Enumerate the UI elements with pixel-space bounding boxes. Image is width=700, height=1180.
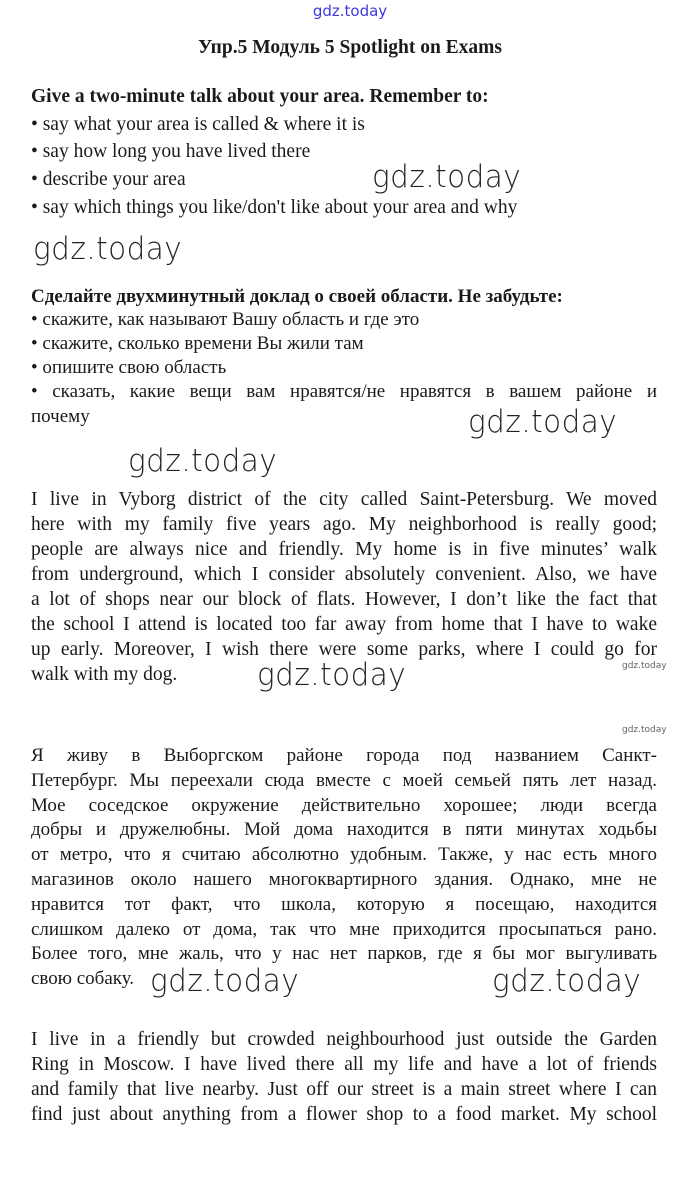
- task-bullet-ru: • сказать, какие вещи вам нравятся/не нравятся в вашем районе и: [31, 381, 657, 402]
- paragraph-line: I live in Vyborg district of the city called Saint-Petersburg. We moved: [31, 489, 657, 510]
- paragraph-line: Более того, мне жаль, что у нас нет парков, где я бы мог выгуливать: [31, 943, 657, 965]
- task-bullet-ru: • скажите, как называют Вашу область и где это: [31, 309, 420, 330]
- paragraph-line: here with my family five years ago. My neighborhood is really good;: [31, 514, 657, 535]
- task-heading-en: Give a two-minute talk about your area. Remember to:: [31, 86, 489, 107]
- task-bullet: • say which things you like/don't like about your area and why: [31, 197, 518, 218]
- task-heading-ru: Сделайте двухминутный доклад о своей области. Не забудьте:: [31, 286, 563, 307]
- paragraph-line: people are always nice and friendly. My home is in five minutes’ walk: [31, 539, 657, 560]
- watermark-top: gdz.today: [312, 2, 388, 20]
- paragraph-line: Петербург. Мы переехали сюда вместе с моей семьей пять лет назад.: [31, 769, 657, 791]
- paragraph-line: Мое соседское окружение действительно хорошее; люди всегда: [31, 794, 657, 816]
- paragraph-line: walk with my dog.: [31, 664, 178, 685]
- task-bullet-ru: почему: [31, 406, 90, 427]
- watermark: gdz.today: [128, 443, 278, 479]
- paragraph-line: Я живу в Выборгском районе города под названием Санкт-: [31, 745, 657, 766]
- watermark-small: gdz.today: [622, 661, 667, 671]
- paragraph-line: слишком далеко от дома, так что мне приходится просыпаться рано.: [31, 918, 657, 940]
- watermark: gdz.today: [372, 159, 522, 195]
- watermark-small: gdz.today: [622, 725, 667, 735]
- task-bullet: • describe your area: [31, 169, 186, 190]
- paragraph-line: from underground, which I consider absolutely convenient. Also, we have: [31, 564, 657, 585]
- paragraph-line: свою собаку.: [31, 968, 135, 990]
- task-bullet-ru: • опишите свою область: [31, 357, 227, 378]
- paragraph-line: find just about anything from a flower shop to a food market. My school: [31, 1104, 657, 1125]
- paragraph-line: a lot of shops near our block of flats. However, I don’t like the fact that: [31, 589, 657, 610]
- task-bullet-ru: • скажите, сколько времени Вы жили там: [31, 333, 364, 354]
- task-bullet: • say how long you have lived there: [31, 141, 311, 162]
- page-title: Упр.5 Модуль 5 Spotlight on Exams: [197, 37, 503, 58]
- watermark: gdz.today: [257, 657, 407, 693]
- paragraph-line: добры и дружелюбны. Мой дома находится в пяти минутах ходьбы: [31, 819, 657, 841]
- paragraph-line: the school I attend is located too far away from home that I have to wake: [31, 614, 657, 635]
- watermark: gdz.today: [492, 963, 642, 999]
- paragraph-line: нравится тот факт, что школа, которую я посещаю, находится: [31, 893, 657, 915]
- paragraph-line: магазинов около нашего многоквартирного здания. Однако, мне не: [31, 869, 657, 890]
- watermark: gdz.today: [33, 231, 183, 267]
- paragraph-line: от метро, что я считаю абсолютно удобным. Также, у нас есть много: [31, 844, 657, 866]
- paragraph-line: I live in a friendly but crowded neighbourhood just outside the Garden: [31, 1029, 657, 1050]
- watermark: gdz.today: [150, 963, 300, 999]
- paragraph-line: up early. Moreover, I wish there were some parks, where I could go for: [31, 639, 657, 660]
- watermark: gdz.today: [468, 404, 618, 440]
- paragraph-line: and family that live nearby. Just off our street is a main street where I can: [31, 1079, 657, 1100]
- paragraph-line: Ring in Moscow. I have lived there all my life and have a lot of friends: [31, 1054, 657, 1075]
- task-bullet: • say what your area is called & where it is: [31, 114, 365, 135]
